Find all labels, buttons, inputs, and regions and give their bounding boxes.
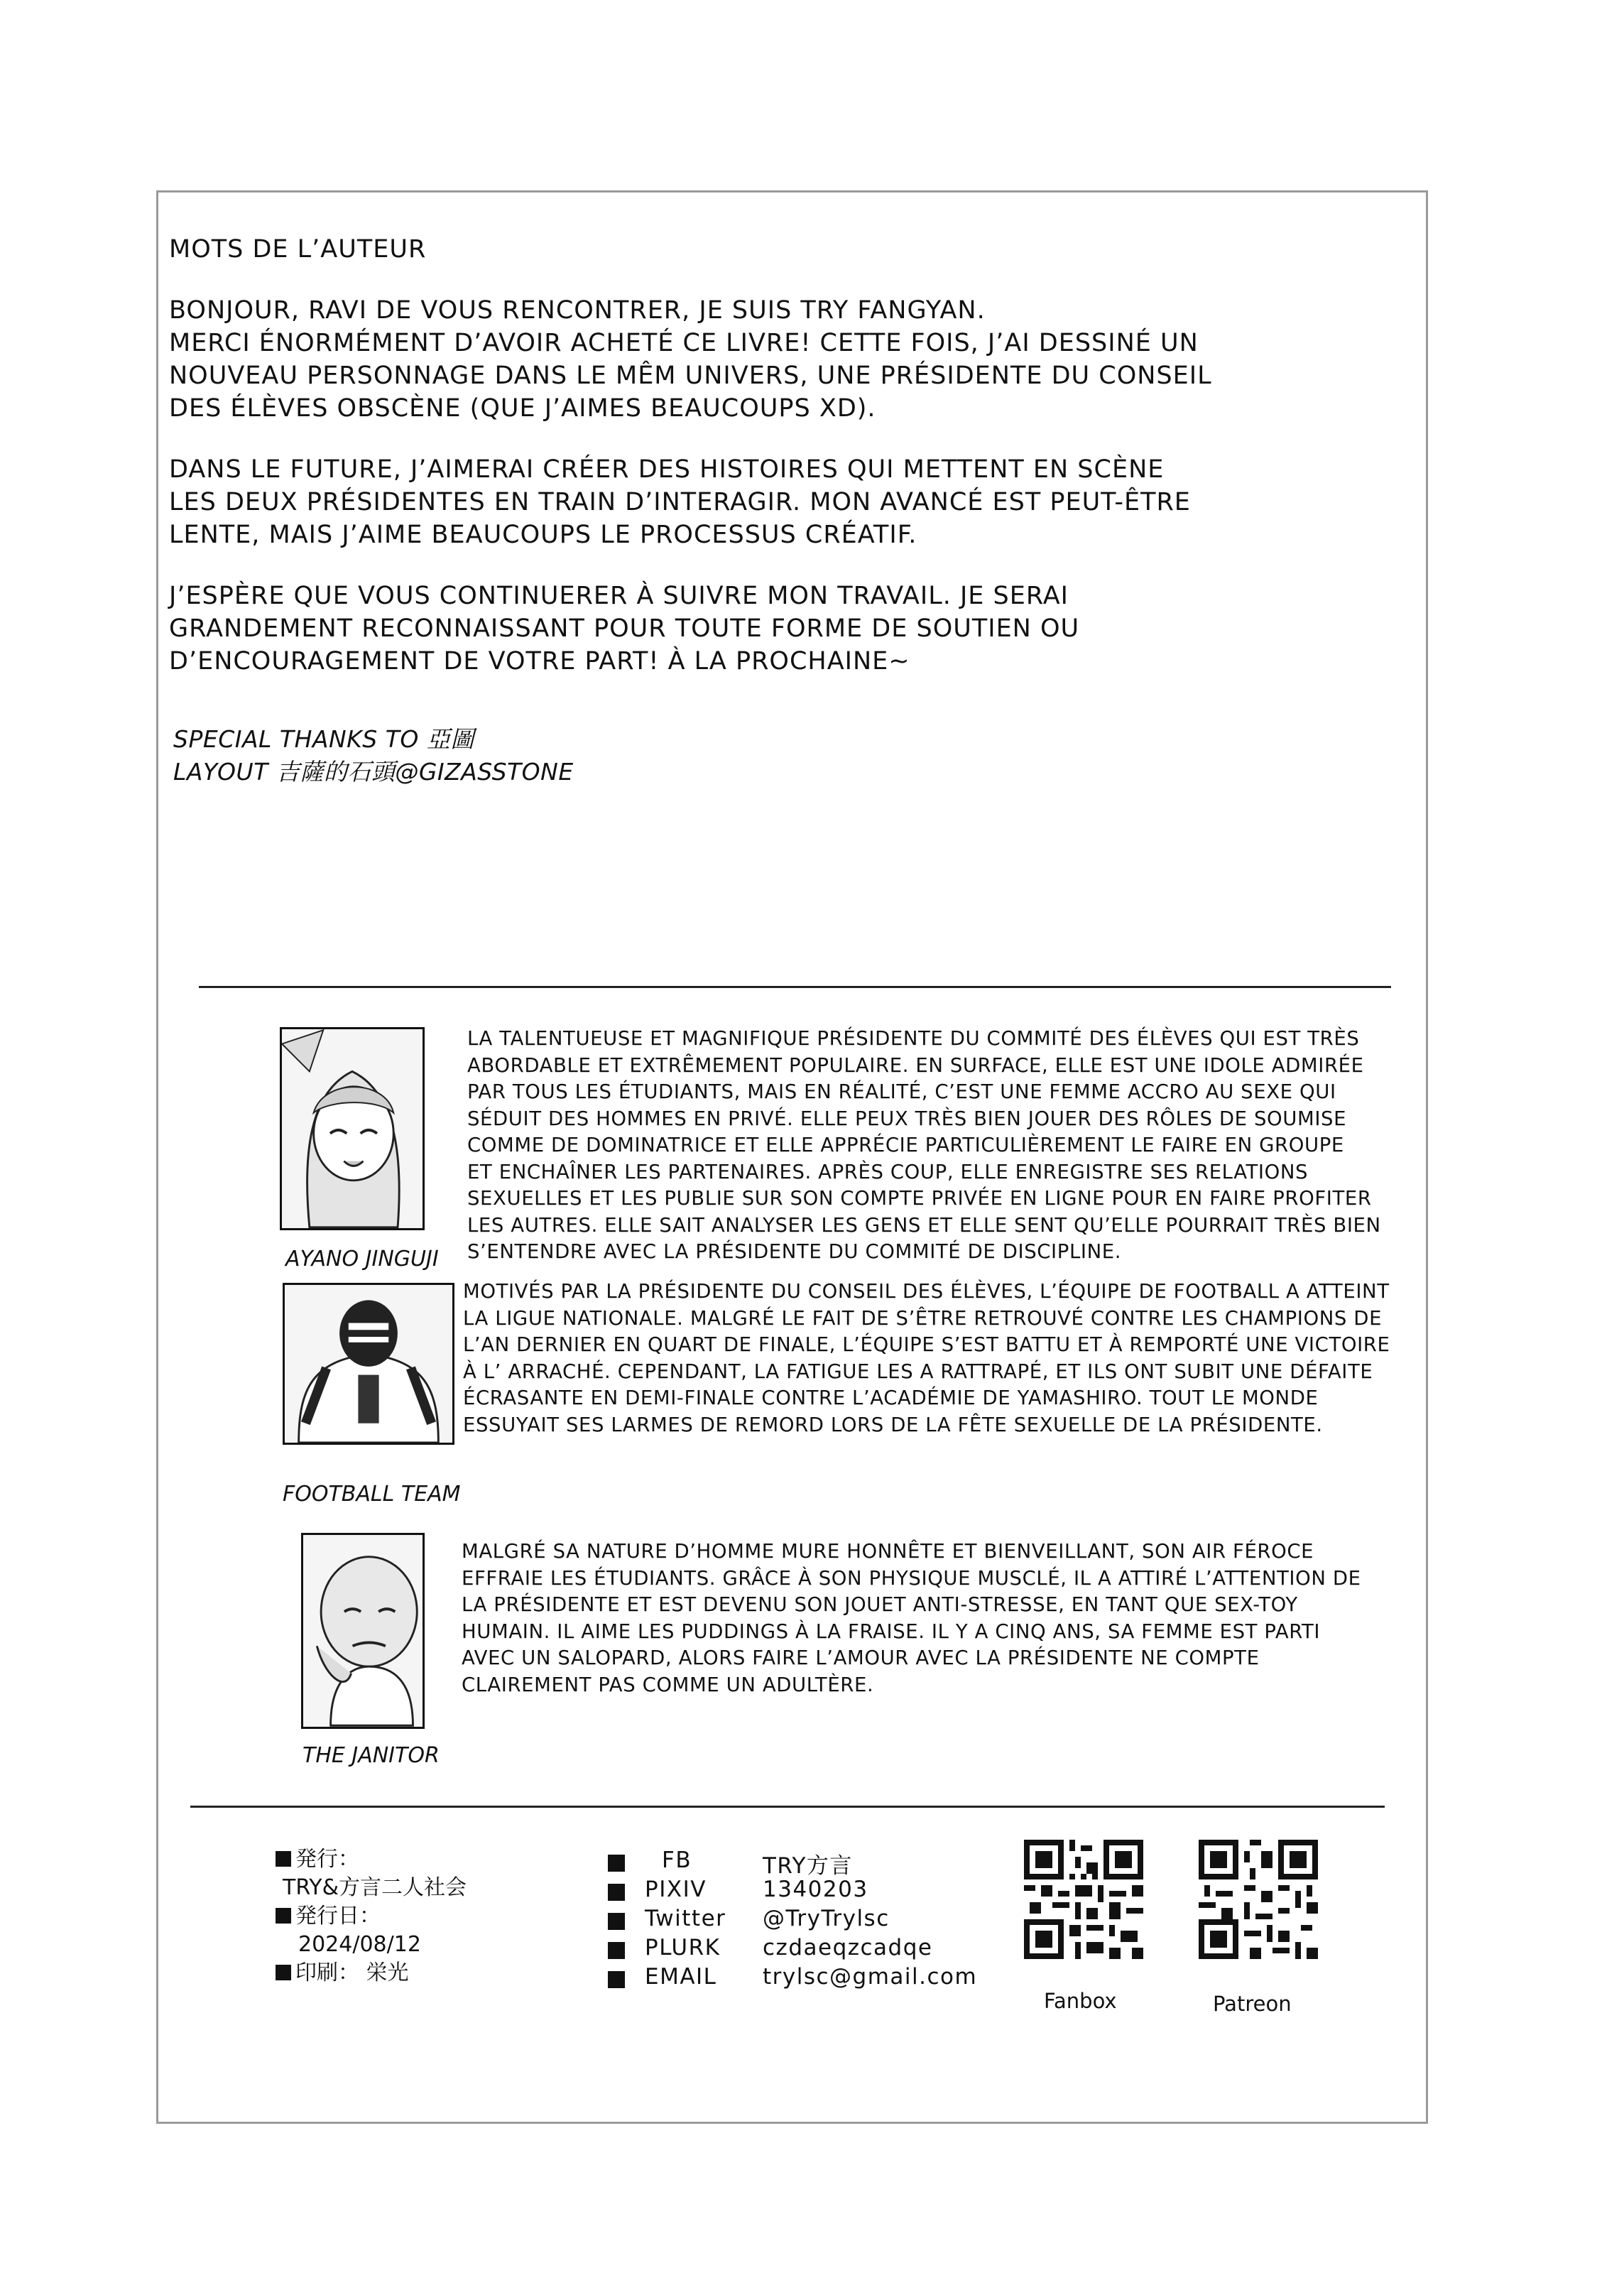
- date-value: 2024/08/12: [298, 1932, 421, 1957]
- qr-label-fanbox: Fanbox: [1044, 1989, 1117, 2013]
- qr-code-icon: [1199, 1840, 1318, 1959]
- author-line: GRANDEMENT RECONNAISSANT POUR TOUTE FORME DE SOUTIEN OU: [169, 614, 1080, 643]
- social-value: 1340203: [763, 1877, 868, 1902]
- layout-credit: LAYOUT 吉薩的石頭@GIZASSTONE: [173, 758, 574, 786]
- qr-code-patreon[interactable]: [1199, 1840, 1318, 1959]
- qr-code-fanbox[interactable]: [1024, 1840, 1143, 1959]
- social-value: TRY方言: [763, 1853, 853, 1879]
- credits: [173, 723, 574, 788]
- social-label: PLURK: [645, 1935, 721, 1960]
- character-portrait-janitor: [301, 1533, 425, 1729]
- printer-value: 栄光: [366, 1960, 409, 1985]
- author-line: MERCI ÉNORMÉMENT D’AVOIR ACHETÉ CE LIVRE! CETTE FOIS, J’AI DESSINÉ UN: [169, 329, 1199, 357]
- author-notes: [169, 233, 1234, 678]
- portrait-illustration: [282, 1029, 423, 1228]
- character-name: THE JANITOR: [303, 1743, 440, 1768]
- portrait-illustration: [285, 1285, 452, 1443]
- social-label: Twitter: [645, 1906, 726, 1931]
- qr-code-icon: [1024, 1840, 1143, 1959]
- publisher-label: 発行：: [295, 1847, 359, 1872]
- author-line: J’ESPÈRE QUE VOUS CONTINUERER À SUIVRE MON TRAVAIL. JE SERAI: [169, 582, 1069, 610]
- character-name: AYANO JINGUJI: [285, 1247, 439, 1271]
- author-line: LES DEUX PRÉSIDENTES EN TRAIN D’INTERAGIR. MON AVANCÉ EST PEUT-ÊTRE: [169, 488, 1191, 516]
- publication-info: [276, 1845, 467, 1987]
- character-description: MOTIVÉS PAR LA PRÉSIDENTE DU CONSEIL DES ÉLÈVES, L’ÉQUIPE DE FOOTBALL A ATTEINT LA LIGUE NATIONALE. MALGRÉ LE FAIT DE S’ÊTRE RETROUVÉ CONTRE LES CHAMPIONS DE L’AN DERNIER EN QUART DE FINALE, L’ÉQUIPE S’EST BATTU ET À REMPORTÉ UNE VICTOIRE À L’ ARRACHÉ. CEPENDANT, LA FATIGUE LES A RATTRAPÉ, ET ILS ONT SUBIT UNE DÉFAITE ÉCRASANTE EN DEMI-FINALE CONTRE L’ACADÉMIE DE YAMASHIRO. TOUT LE MONDE ESSUYAIT SES LARMES DE REMORD LORS DE LA FÊTE SEXUELLE DE LA PRÉSIDENTE.: [463, 1280, 1390, 1436]
- qr-label-patreon: Patreon: [1213, 1992, 1292, 2016]
- date-label: 発行日：: [295, 1904, 381, 1928]
- author-notes-title: MOTS DE L’AUTEUR: [169, 235, 427, 264]
- special-thanks: SPECIAL THANKS TO 亞圖: [173, 725, 474, 753]
- social-label: PIXIV: [645, 1877, 707, 1902]
- author-line: BONJOUR, RAVI DE VOUS RENCONTRER, JE SUIS TRY FANGYAN.: [169, 296, 986, 325]
- social-label: EMAIL: [645, 1964, 717, 1990]
- divider-bottom: [190, 1806, 1385, 1808]
- publisher-value: TRY&方言二人社会: [283, 1875, 467, 1900]
- social-value: czdaeqzcadqe: [763, 1935, 933, 1960]
- character-portrait-ayano: [280, 1027, 425, 1230]
- character-name: FOOTBALL TEAM: [283, 1482, 461, 1507]
- social-value: @TryTrylsc: [763, 1906, 890, 1931]
- divider-top: [199, 986, 1391, 988]
- social-value: trylsc@gmail.com: [763, 1964, 978, 1990]
- social-label: FB: [662, 1848, 692, 1873]
- printer-label: 印刷：: [295, 1960, 359, 1985]
- author-line: DANS LE FUTURE, J’AIMERAI CRÉER DES HISTOIRES QUI METTENT EN SCÈNE: [169, 455, 1165, 484]
- character-portrait-football-team: [283, 1283, 454, 1445]
- author-line: DES ÉLÈVES OBSCÈNE (QUE J’AIMES BEAUCOUPS XD).: [169, 394, 876, 423]
- author-line: NOUVEAU PERSONNAGE DANS LE MÊM UNIVERS, UNE PRÉSIDENTE DU CONSEIL: [169, 362, 1212, 390]
- character-description: MALGRÉ SA NATURE D’HOMME MURE HONNÊTE ET BIENVEILLANT, SON AIR FÉROCE EFFRAIE LES ÉTUDIANTS. GRÂCE À SON PHYSIQUE MUSCLÉ, IL A ATTIRÉ L’ATTENTION DE LA PRÉSIDENTE ET EST DEVENU SON JOUET ANTI-STRESSE, EN TANT QUE SEX-TOY HUMAIN. IL AIME LES PUDDINGS À LA FRAISE. IL Y A CINQ ANS, SA FEMME EST PARTI AVEC UN SALOPARD, ALORS FAIRE L’AMOUR AVEC LA PRÉSIDENTE NE COMPTE CLAIREMENT PAS COMME UN ADULTÈRE.: [462, 1540, 1361, 1696]
- portrait-illustration: [303, 1535, 423, 1727]
- character-description: LA TALENTUEUSE ET MAGNIFIQUE PRÉSIDENTE DU COMMITÉ DES ÉLÈVES QUI EST TRÈS ABORDABLE ET EXTRÊMEMENT POPULAIRE. EN SURFACE, ELLE EST UNE IDOLE ADMIRÉE PAR TOUS LES ÉTUDIANTS, MAIS EN RÉALITÉ, C’EST UNE FEMME ACCRO AU SEXE QUI SÉDUIT DES HOMMES EN PRIVÉ. ELLE PEUX TRÈS BIEN JOUER DES RÔLES DE SOUMISE COMME DE DOMINATRICE ET ELLE APPRÉCIE PARTICULIÈREMENT LE FAIRE EN GROUPE ET ENCHAÎNER LES PARTENAIRES. APRÈS COUP, ELLE ENREGISTRE SES RELATIONS SEXUELLES ET LES PUBLIE SUR SON COMPTE PRIVÉE EN LIGNE POUR EN FAIRE PROFITER LES AUTRES. ELLE SAIT ANALYSER LES GENS ET ELLE SENT QU’ELLE POURRAIT TRÈS BIEN S’ENTENDRE AVEC LA PRÉSIDENTE DU COMMITÉ DE DISCIPLINE.: [467, 1027, 1381, 1263]
- author-line: D’ENCOURAGEMENT DE VOTRE PART! À LA PROCHAINE~: [169, 647, 910, 676]
- author-line: LENTE, MAIS J’AIME BEAUCOUPS LE PROCESSUS CRÉATIF.: [169, 521, 917, 549]
